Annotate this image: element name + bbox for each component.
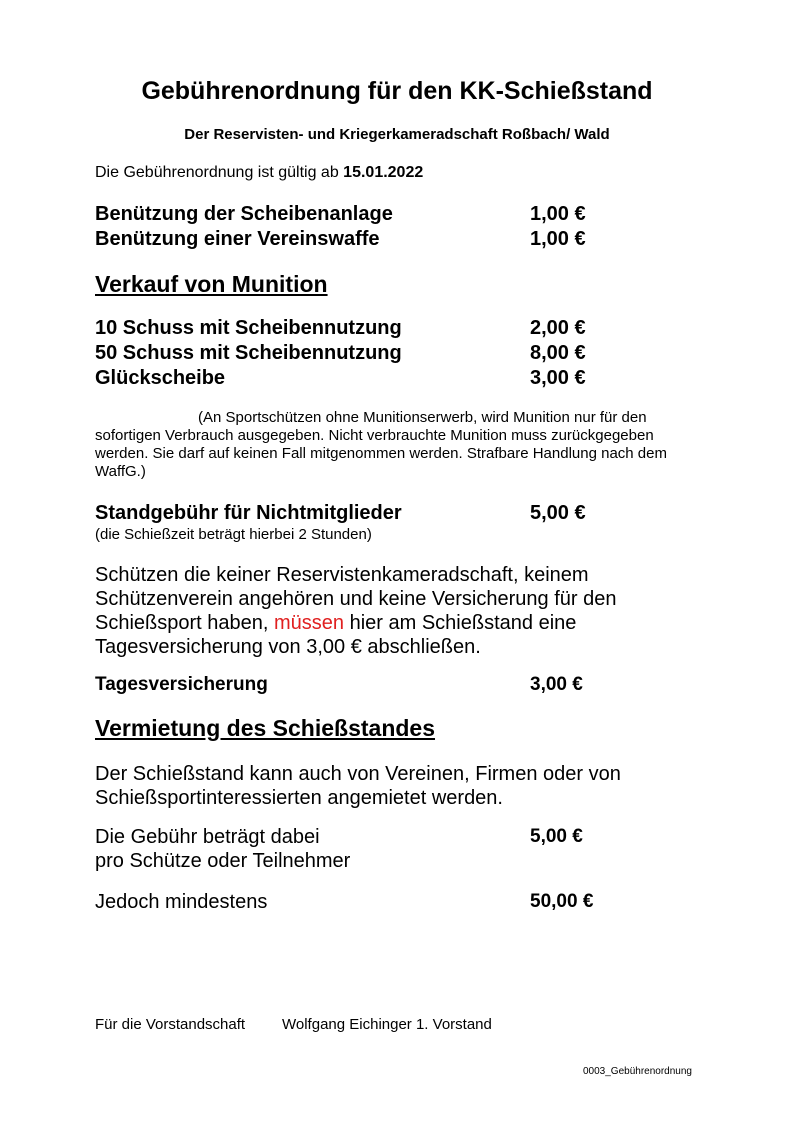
stand-fee-price: 5,00 € [530, 502, 586, 524]
ammo-item-label: 10 Schuss mit Scheibennutzung [95, 317, 402, 339]
rental-min-price: 50,00 € [530, 891, 594, 912]
ammo-note-text: (An Sportschützen ohne Munitionserwerb, wird Munition nur für den sofortigen Verbrauch ausgegeben. Nicht verbrauchte Munition muss zurückgegeben werden. Sie darf auf keinen Fall mitgenommen werden. Strafbare Handlung nach dem WaffG.) [95, 409, 667, 480]
stand-fee-note: (die Schießzeit beträgt hierbei 2 Stunden) [95, 526, 372, 543]
insurance-paragraph [95, 563, 655, 659]
validity-date: 15.01.2022 [343, 164, 424, 181]
fee-price: 1,00 € [530, 203, 586, 225]
ammo-heading: Verkauf von Munition [95, 271, 328, 297]
rental-min-label: Jedoch mindestens [95, 891, 268, 913]
rental-fee-line1: Die Gebühr beträgt dabei [95, 826, 320, 848]
rental-heading: Vermietung des Schießstandes [95, 715, 436, 741]
rental-fee-price: 5,00 € [530, 826, 583, 847]
document-id: 0003_Gebührenordnung [583, 1066, 692, 1077]
insurance-price: 3,00 € [530, 674, 583, 695]
rental-text: Der Schießstand kann auch von Vereinen, Firmen oder von Schießsportinteressierten angemietet werden. [95, 763, 621, 809]
ammo-item-price: 2,00 € [530, 317, 586, 339]
fee-price: 1,00 € [530, 228, 586, 250]
insurance-text-after: hier am Schießstand eine Tagesversicherung von 3,00 € abschließen. [95, 612, 577, 658]
stand-fee-label: Standgebühr für Nichtmitglieder [95, 502, 402, 524]
ammo-item-price: 3,00 € [530, 367, 586, 389]
fee-label: Benützung einer Vereinswaffe [95, 228, 380, 250]
ammo-item-label: Glückscheibe [95, 367, 226, 389]
ammo-note [95, 409, 705, 481]
fee-label: Benützung der Scheibenanlage [95, 203, 393, 225]
page-title: Gebührenordnung für den KK-Schießstand [141, 77, 653, 105]
page-subtitle: Der Reservisten- und Kriegerkameradschaft Roßbach/ Wald [184, 126, 610, 143]
footer-left: Für die Vorstandschaft [95, 1016, 246, 1033]
ammo-item-label: 50 Schuss mit Scheibennutzung [95, 342, 402, 364]
insurance-text: Schützen die keiner Reservistenkameradschaft, keinem Schützenverein angehören und keine Versicherung für den Schießsport haben, [95, 564, 617, 634]
footer-signature: Wolfgang Eichinger 1. Vorstand [282, 1016, 492, 1033]
validity-text: Die Gebührenordnung ist gültig ab [95, 164, 339, 181]
validity-line [95, 164, 423, 182]
ammo-item-price: 8,00 € [530, 342, 586, 364]
insurance-emphasis: müssen [274, 612, 345, 634]
rental-fee-line2: pro Schütze oder Teilnehmer [95, 850, 351, 872]
insurance-label: Tagesversicherung [95, 674, 268, 695]
